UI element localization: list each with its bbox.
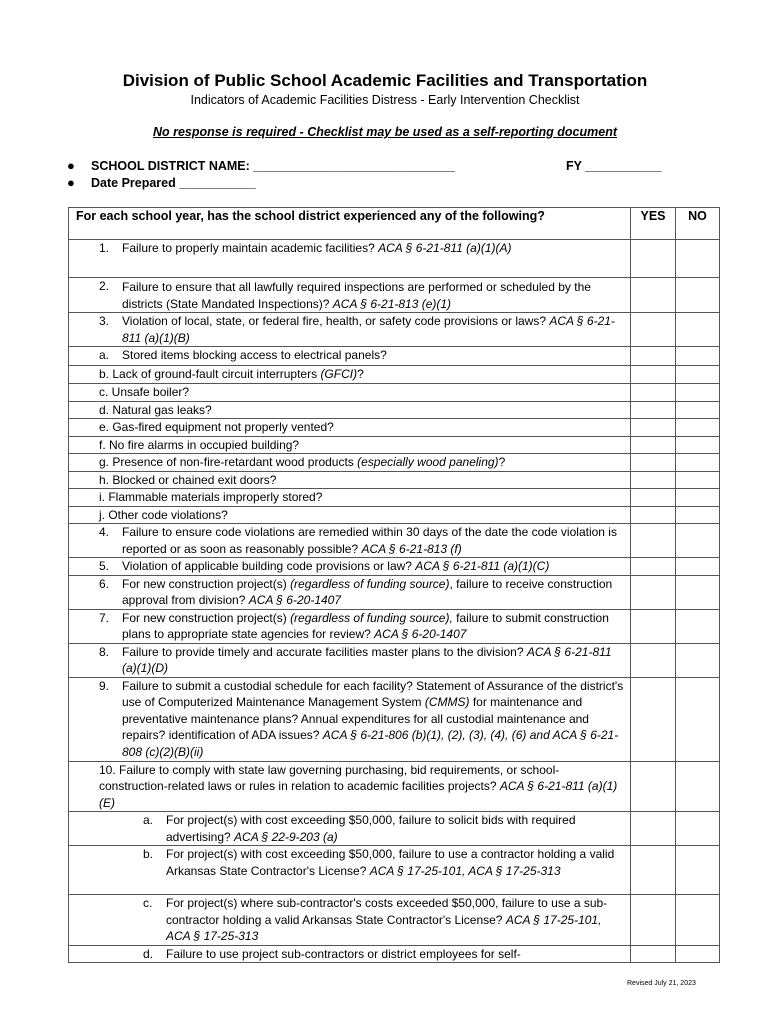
no-checkbox[interactable] xyxy=(676,419,720,437)
item-3e: e. Gas-fired equipment not properly vented? xyxy=(99,420,334,434)
no-checkbox[interactable] xyxy=(676,812,720,846)
table-row xyxy=(69,506,720,524)
no-checkbox[interactable] xyxy=(676,278,720,313)
item-3f: f. No fire alarms in occupied building? xyxy=(99,437,300,452)
date-prepared-label: Date Prepared xyxy=(91,176,176,190)
no-checkbox[interactable] xyxy=(676,436,720,454)
date-prepared-blank: ___________ xyxy=(179,176,256,190)
yes-checkbox[interactable] xyxy=(631,436,676,454)
item-3c: c. Unsafe boiler? xyxy=(99,385,190,399)
yes-checkbox[interactable] xyxy=(631,278,676,313)
fy-field[interactable] xyxy=(566,159,662,173)
no-header: NO xyxy=(676,208,720,240)
item-3g: g. Presence of non-fire-retardant wood products (especially wood paneling)? xyxy=(99,455,506,469)
no-checkbox[interactable] xyxy=(676,401,720,419)
notice-text: No response is required - Checklist may be used as a self-reporting document xyxy=(152,125,617,139)
table-row xyxy=(69,945,720,963)
revised-date: Revised July 21, 2023 xyxy=(627,980,696,987)
item-3d: d. Natural gas leaks? xyxy=(99,402,212,417)
item-6: 6. For new construction project(s) (regardless of funding source), failure to receive construction approval from division? ACA § 6-20-1407 xyxy=(99,576,613,607)
table-row xyxy=(69,454,720,472)
bullet-icon: ● xyxy=(67,175,75,190)
no-checkbox[interactable] xyxy=(676,524,720,558)
item-5: 5. Violation of applicable building code provisions or law? ACA § 6-21-811 (a)(1)(C) xyxy=(99,559,550,573)
table-header-row xyxy=(69,208,720,240)
yes-checkbox[interactable] xyxy=(631,945,676,963)
table-row xyxy=(69,643,720,677)
table-row xyxy=(69,366,720,384)
table-row xyxy=(69,558,720,576)
item-10: 10. Failure to comply with state law governing purchasing, bid requirements, or school-construction-related laws or rules in relation to academic facilities projects? ACA § 6-21-811 (a)(1)(E) xyxy=(99,762,618,810)
no-checkbox[interactable] xyxy=(676,240,720,278)
item-2: 2. Failure to ensure that all lawfully required inspections are performed or scheduled by the districts (State Mandated Inspections)? ACA § 6-21-813 (e)(1) xyxy=(99,279,591,311)
yes-checkbox[interactable] xyxy=(631,313,676,347)
district-name-blank: _____________________________ xyxy=(253,159,455,173)
no-checkbox[interactable] xyxy=(676,366,720,384)
yes-checkbox[interactable] xyxy=(631,812,676,846)
no-checkbox[interactable] xyxy=(676,347,720,366)
yes-checkbox[interactable] xyxy=(631,471,676,489)
yes-checkbox[interactable] xyxy=(631,384,676,402)
table-row xyxy=(69,575,720,609)
question-header: For each school year, has the school district experienced any of the following? xyxy=(69,208,631,240)
table-row xyxy=(69,471,720,489)
table-row xyxy=(69,846,720,895)
item-3j: j. Other code violations? xyxy=(99,507,228,522)
yes-checkbox[interactable] xyxy=(631,454,676,472)
item-3: 3. Violation of local, state, or federal fire, health, or safety code provisions or laws? ACA § 6-21-811 (a)(1)(B) xyxy=(99,314,615,345)
item-3b: b. Lack of ground-fault circuit interrupters (GFCI)? xyxy=(99,367,364,381)
item-8: 8. Failure to provide timely and accurate facilities master plans to the division? ACA § 6-21-811 (a)(1)(D) xyxy=(99,644,612,675)
yes-checkbox[interactable] xyxy=(631,575,676,609)
yes-checkbox[interactable] xyxy=(631,643,676,677)
yes-checkbox[interactable] xyxy=(631,366,676,384)
item-10a: a. For project(s) with cost exceeding $50,000, failure to solicit bids with required advertising? ACA § 22-9-203 (a) xyxy=(143,813,576,844)
yes-checkbox[interactable] xyxy=(631,609,676,643)
yes-checkbox[interactable] xyxy=(631,761,676,812)
no-checkbox[interactable] xyxy=(676,677,720,761)
no-checkbox[interactable] xyxy=(676,945,720,963)
table-row xyxy=(69,278,720,313)
yes-checkbox[interactable] xyxy=(631,524,676,558)
no-checkbox[interactable] xyxy=(676,895,720,946)
date-prepared-field[interactable] xyxy=(67,175,256,190)
fy-blank: ___________ xyxy=(585,159,662,173)
bullet-icon: ● xyxy=(67,158,75,173)
table-row xyxy=(69,419,720,437)
no-checkbox[interactable] xyxy=(676,454,720,472)
yes-checkbox[interactable] xyxy=(631,347,676,366)
item-10d: d. Failure to use project sub-contractors or district employees for self- xyxy=(143,946,521,961)
table-row xyxy=(69,347,720,366)
no-checkbox[interactable] xyxy=(676,313,720,347)
table-row xyxy=(69,436,720,454)
no-checkbox[interactable] xyxy=(676,609,720,643)
table-row xyxy=(69,895,720,946)
item-3a: a. Stored items blocking access to electrical panels? xyxy=(99,348,387,362)
item-1: 1. Failure to properly maintain academic facilities? ACA § 6-21-811 (a)(1)(A) xyxy=(99,241,512,255)
yes-header: YES xyxy=(631,208,676,240)
yes-checkbox[interactable] xyxy=(631,419,676,437)
no-checkbox[interactable] xyxy=(676,558,720,576)
item-9: 9. Failure to submit a custodial schedule for each facility? Statement of Assurance of the district's use of Computerized Maintenance Management System (CMMS) for maintenance and preventative maintenance plans? Annual expenditures for all custodial maintenance and repairs? identification of ADA issues? ACA § 6-21-806 (b)(1), (2), (3), (4), (6) and ACA § 6-21-808 (c)(2)(B)(ii) xyxy=(99,678,624,759)
page-subtitle: Indicators of Academic Facilities Distress - Early Intervention Checklist xyxy=(190,93,580,107)
no-checkbox[interactable] xyxy=(676,471,720,489)
item-7: 7. For new construction project(s) (regardless of funding source), failure to submit construction plans to appropriate state agencies for review? ACA § 6-20-1407 xyxy=(99,610,609,641)
page-title: Division of Public School Academic Facilities and Transportation xyxy=(122,71,648,90)
district-name-label: SCHOOL DISTRICT NAME: xyxy=(91,159,250,173)
table-row xyxy=(69,240,720,278)
fy-label: FY xyxy=(566,159,582,173)
item-10b: b. For project(s) with cost exceeding $50,000, failure to use a contractor holding a valid Arkansas State Contractor's License? ACA § 17-25-101, ACA § 17-25-313 xyxy=(143,847,615,878)
checklist-table xyxy=(68,207,720,963)
no-checkbox[interactable] xyxy=(676,643,720,677)
table-row xyxy=(69,524,720,558)
yes-checkbox[interactable] xyxy=(631,846,676,895)
table-row xyxy=(69,761,720,812)
no-checkbox[interactable] xyxy=(676,761,720,812)
table-row xyxy=(69,401,720,419)
table-row xyxy=(69,609,720,643)
no-checkbox[interactable] xyxy=(676,575,720,609)
item-4: 4. Failure to ensure code violations are remedied within 30 days of the date the code violation is reported or as soon as reasonably possible? ACA § 6-21-813 (f) xyxy=(99,525,617,556)
no-checkbox[interactable] xyxy=(676,384,720,402)
table-row xyxy=(69,384,720,402)
item-3i: i. Flammable materials improperly stored? xyxy=(99,490,323,504)
no-checkbox[interactable] xyxy=(676,489,720,507)
item-3h: h. Blocked or chained exit doors? xyxy=(99,472,277,487)
yes-checkbox[interactable] xyxy=(631,558,676,576)
yes-checkbox[interactable] xyxy=(631,401,676,419)
table-row xyxy=(69,489,720,507)
yes-checkbox[interactable] xyxy=(631,489,676,507)
table-row xyxy=(69,812,720,846)
yes-checkbox[interactable] xyxy=(631,677,676,761)
item-10c: c. For project(s) where sub-contractor's costs exceeded $50,000, failure to use a sub-contractor holding a valid Arkansas State Contractor's License? ACA § 17-25-101, ACA § 17-25-313 xyxy=(143,896,608,943)
yes-checkbox[interactable] xyxy=(631,240,676,278)
yes-checkbox[interactable] xyxy=(631,506,676,524)
yes-checkbox[interactable] xyxy=(631,895,676,946)
table-row xyxy=(69,677,720,761)
district-name-field[interactable] xyxy=(67,158,455,173)
table-row xyxy=(69,313,720,347)
no-checkbox[interactable] xyxy=(676,846,720,895)
no-checkbox[interactable] xyxy=(676,506,720,524)
